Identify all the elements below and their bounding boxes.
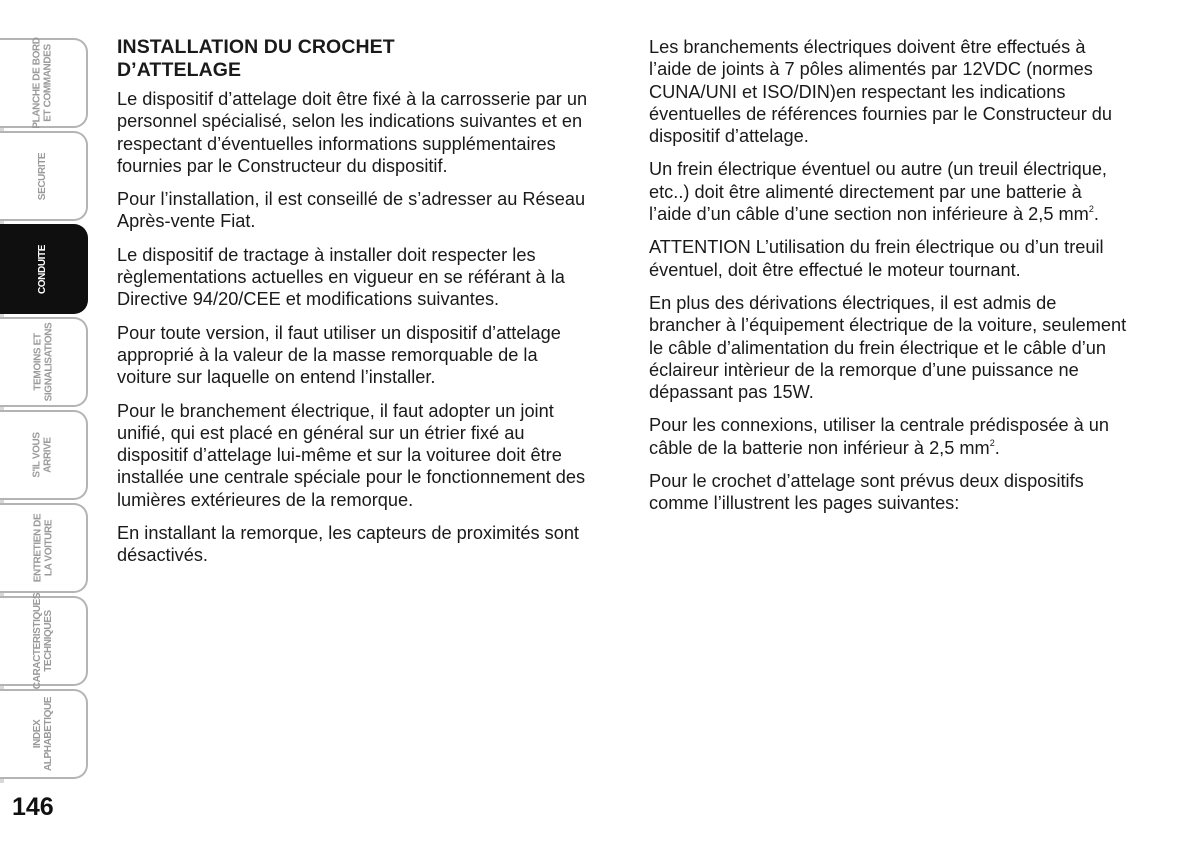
tab-label: CARACTERISTIQUES TECHNIQUES [32, 592, 55, 690]
tab-entretien[interactable] [0, 503, 88, 593]
tab-index[interactable] [0, 689, 88, 779]
paragraph-text: Un frein électrique éventuel ou autre (un treuil électrique, etc..) doit être alimenté directement par une batterie à l’aide d’un câble d’une section non inférieure à 2,5 mm [649, 159, 1107, 225]
tab-planche-de-bord[interactable] [0, 38, 88, 128]
paragraph: Pour le branchement électrique, il faut adopter un joint unifié, qui est placé en général sur un étrier fixé au dispositif d’attelage lui-même et sur la voituree doit être installée une centrale spéciale pour le fonctionnement des lumières extérieures de la remorque. [117, 400, 586, 510]
superscript: 2 [989, 437, 995, 448]
tab-label: TEMOINS ET SIGNALISATIONS [31, 322, 54, 402]
section-title: INSTALLATION DU CROCHET D’ATTELAGE [117, 36, 395, 81]
right-column [649, 36, 1127, 526]
tab-label: INDEX ALPHABETIQUE [32, 696, 54, 772]
paragraph-text: Pour les connexions, utiliser la centrale prédisposée à un câble de la batterie non inférieur à 2,5 mm [649, 415, 1110, 458]
tab-label: SECURITE [37, 152, 49, 200]
paragraph: ATTENTION L’utilisation du frein électrique ou d’un treuil éventuel, doit être effectué le moteur tournant. [649, 237, 1104, 280]
paragraph: Pour le crochet d’attelage sont prévus deux dispositifs comme l’illustrent les pages suivantes: [649, 471, 1084, 514]
paragraph: Le dispositif de tractage à installer doit respecter les règlementations actuelles en vigueur en se référant à la Directive 94/20/CEE et modifications suivantes. [117, 244, 565, 310]
paragraph-end: . [1093, 204, 1099, 225]
page-number: 146 [12, 793, 54, 821]
paragraph: En installant la remorque, les capteurs de proximités sont désactivés. [117, 523, 579, 566]
tab-label: PLANCHE DE BORD ET COMMANDES [32, 37, 55, 129]
superscript: 2 [1088, 204, 1094, 215]
tab-label: ENTRETIEN DE LA VOITURE [31, 513, 54, 583]
tab-sil-vous-arrive[interactable] [0, 410, 88, 500]
paragraph [649, 414, 1127, 459]
paragraph: Pour l’installation, il est conseillé de s’adresser au Réseau Après-vente Fiat. [117, 189, 586, 232]
paragraph: Le dispositif d’attelage doit être fixé à la carrosserie par un personnel spécialisé, selon les indications suivantes et en respectant d’éventuelles informations supplémentaires fournies par le Constructeur du dispositif. [117, 89, 588, 176]
tab-securite[interactable] [0, 131, 88, 221]
paragraph: En plus des dérivations électriques, il est admis de brancher à l’équipement électrique de la voiture, seulement le câble d’alimentation du frein électrique et le câble d’un éclaireur intèrieur de la remorque d’une puissance ne dépassant pas 15W. [649, 292, 1127, 403]
tab-label: S'IL VOUS ARRIVE [32, 432, 54, 478]
tab-temoins[interactable] [0, 317, 88, 407]
left-column [117, 36, 595, 578]
paragraph-end: . [994, 437, 1000, 458]
paragraph: Pour toute version, il faut utiliser un dispositif d’attelage approprié à la valeur de la masse remorquable de la voiture sur laquelle on entend l’installer. [117, 322, 561, 388]
tab-conduite[interactable] [0, 224, 88, 314]
tab-label: CONDUITE [37, 244, 49, 294]
tab-caracteristiques[interactable] [0, 592, 88, 690]
paragraph: Les branchements électriques doivent être effectués à l’aide de joints à 7 pôles alimentés par 12VDC (normes CUNA/UNI et ISO/DIN)en respectant les indications éventuelles de références fournies par le Constructeur du dispositif d’attelage. [649, 37, 1113, 147]
paragraph [649, 158, 1127, 225]
